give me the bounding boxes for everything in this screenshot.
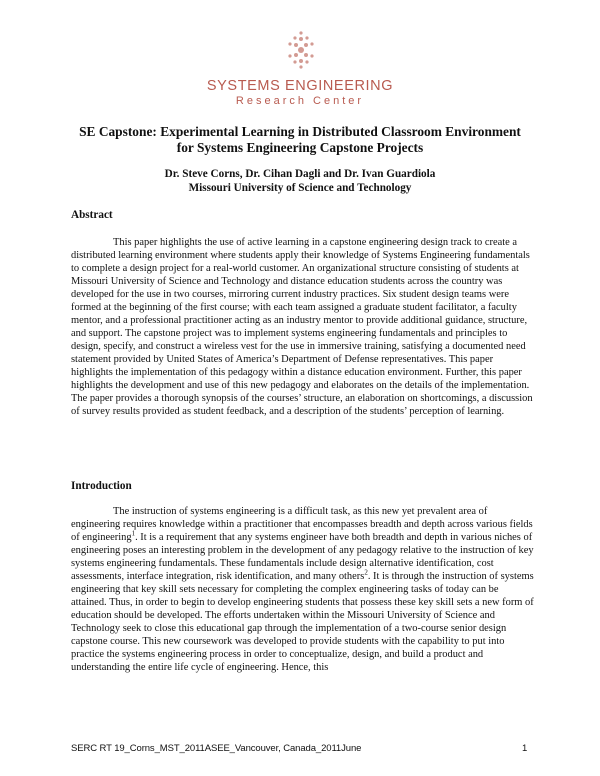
logo-title: SYSTEMS ENGINEERING — [206, 78, 394, 94]
molecule-logo-icon — [286, 30, 316, 76]
introduction-heading: Introduction — [71, 480, 132, 492]
intro-text-part-2: . It is a requirement that any systems engineer have both breadth and depth in various niches of engineering poses an interesting problem in the development of any pedagogy relative to the instruction of key systems engineering fundamentals. These fundamentals include design alternative identification, cost assessments, interface integration, risk identification, and many others — [71, 532, 534, 582]
intro-text-part-1: The instruction of systems engineering is a difficult task, as this new yet prevalent area of engineering requires knowledge within a practitioner that encompasses breadth and depth across various fields of engineering — [71, 506, 533, 543]
serc-logo — [0, 30, 600, 110]
abstract-text: This paper highlights the use of active learning in a capstone engineering design track to create a distributed learning environment where students apply their knowledge of Systems Engineering fundamentals to complete a design project for a real-world customer. An organizational structure consisting of students at Missouri University of Science and Technology and distance education students across the country was developed for the use in two courses, mirroring current industry practices. Six student design teams were formed at the beginning of the first course; with each team assigned a graduate student facilitator, a faculty mentor, and a professional practitioner acting as an industry mentor to provide additional guidance, structure, and support. The capstone project was to implement systems engineering fundamentals and principles to design, specify, and construct a wireless vest for the use in immersive training, satisfying a documented need statement provided by United States of America’s Department of Defense representatives. This paper highlights the implementation of this pedagogy within a distance education environment. Further, this paper highlights the development and use of this new pedagogy and elaborates on the details of the implementation. The paper provides a thorough synopsis of the courses’ structure, an elaboration on shortcomings, a discussion of survey results provided as student feedback, and a description of the students’ perception of learning. — [71, 237, 533, 417]
author-block — [60, 167, 540, 195]
footnote-marker-1: 1 — [131, 529, 136, 538]
author-names: Dr. Steve Corns, Dr. Cihan Dagli and Dr. Ivan Guardiola — [164, 168, 436, 180]
title-line-1: SE Capstone: Experimental Learning in Distributed Classroom Environment — [79, 124, 521, 139]
footnote-marker-2: 2 — [364, 568, 368, 577]
intro-text-part-3: . It is through the instruction of systems engineering that key skill sets necessary for completing the complex engineering tasks of today can be attained. Thus, in order to begin to develop engineering students that possess these key skill sets a new form of education should be developed. The efforts undertaken within the Missouri University of Science and Technology seek to close this educational gap through the implementation of a two-course senior design capstone course. This new coursework was developed to provide students with the capability to put into practice the systems engineering process in order to conceptualize, design, and build a product and understanding the entire life cycle of engineering. Hence, this — [71, 571, 534, 673]
abstract-heading: Abstract — [71, 209, 113, 221]
logo-subtitle: Research Center — [235, 95, 365, 107]
page-footer: SERC RT 19_Corns_MST_2011ASEE_Vancouver, Canada_2011June — [71, 743, 362, 754]
page-number: 1 — [522, 743, 528, 754]
author-affiliation: Missouri University of Science and Technology — [188, 182, 412, 194]
title-line-2: for Systems Engineering Capstone Projects — [176, 140, 424, 155]
paper-title — [60, 124, 540, 156]
introduction-text — [71, 505, 534, 674]
